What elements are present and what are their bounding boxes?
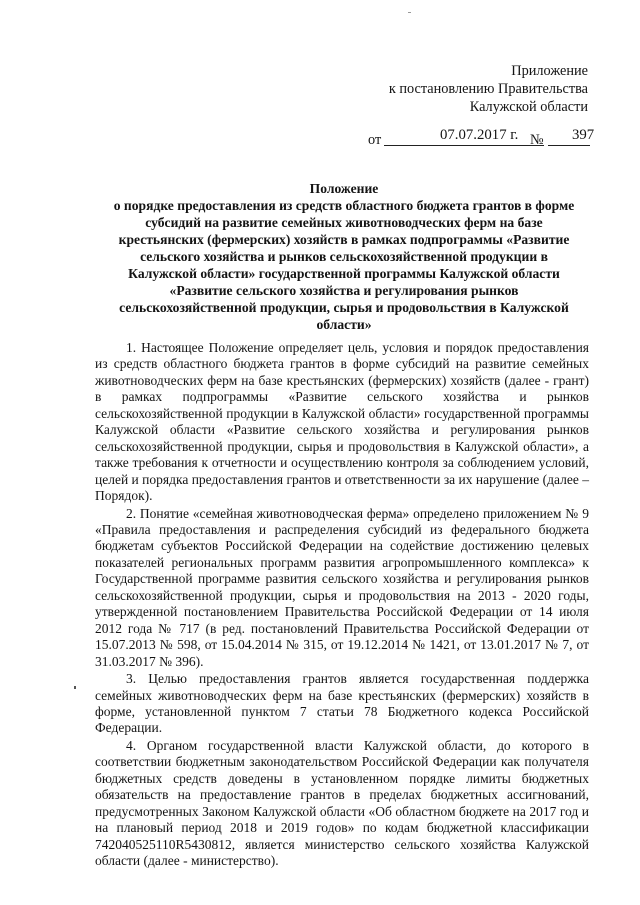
from-label: от (368, 132, 382, 148)
margin-mark (74, 686, 76, 689)
title-line: «Развитие сельского хозяйства и регулирования рынков (169, 283, 519, 298)
title-heading: Положение (309, 181, 379, 196)
title-line: крестьянских (фермерских) хозяйств в рамках подпрограммы «Развитие (118, 232, 570, 247)
resolution-number: 397 (572, 127, 595, 143)
scan-speck (408, 12, 411, 13)
title-line: о порядке предоставления из средств областного бюджета грантов в форме (113, 198, 575, 213)
title-line: сельскохозяйственной продукции, сырья и продовольствия в Калужской (119, 300, 569, 315)
title-line: субсидий на развитие семейных животноводческих ферм на базе (145, 215, 543, 230)
title-line: области» (316, 317, 372, 332)
appendix-line-1: Приложение (511, 63, 588, 79)
title-line: Калужской области» государственной программы Калужской области (128, 266, 560, 281)
appendix-line-3: Калужской области (469, 99, 588, 115)
title-line: сельского хозяйства и рынков сельскохозяйственной продукции в (140, 249, 548, 264)
paragraph-1: 1. Настоящее Положение определяет цель, условия и порядок предоставления из средств областного бюджета грантов в форме субсидий на развитие семейных животноводческих ферм на базе крестьянских (фермерских) хозяйств (далее - грант) в рамках подпрограммы «Развитие сельского хозяйства и рынков сельскохозяйственной продукции в Калужской области» государственной программы Калужской области «Развитие сельского хозяйства и регулирования рынков сельскохозяйственной продукции, сырья и продовольствия в Калужской области», а также требования к отчетности и осуществлению контроля за соблюдением условий, целей и порядка предоставления грантов и ответственности за их нарушение (далее – Порядок). (95, 340, 589, 504)
resolution-date: 07.07.2017 г. (440, 127, 519, 143)
date-underline (384, 145, 544, 146)
appendix-block (389, 62, 588, 116)
paragraph-2: 2. Понятие «семейная животноводческая ферма» определено приложением № 9 «Правила предоставления и распределения субсидий из федерального бюджета бюджетам субъектов Российской Федерации на содействие достижению целевых показателей региональных программ развития агропромышленного комплекса» к Государственной программе развития сельского хозяйства и регулирования рынков сельскохозяйственной продукции, сырья и продовольствия на 2013 - 2020 годы, утвержденной постановлением Правительства Российской Федерации от 14 июля 2012 года № 717 (в ред. постановлений Правительства Российской Федерации от 15.07.2013 № 598, от 15.04.2014 № 315, от 19.12.2014 № 1421, от 13.01.2017 № 7, от 31.03.2017 № 396). (95, 505, 589, 669)
number-label: № (530, 132, 544, 148)
paragraph-3: 3. Целью предоставления грантов является государственная поддержка семейных животноводческих ферм на базе крестьянских (фермерских) хозяйств в форме, установленной пунктом 7 статьи 78 Бюджетного кодекса Российской Федерации. (95, 671, 589, 736)
document-body (95, 340, 589, 870)
appendix-line-2: к постановлению Правительства (388, 81, 588, 97)
resolution-date-line (368, 127, 593, 149)
paragraph-4: 4. Органом государственной власти Калужской области, до которого в соответствии бюджетным законодательством Российской Федерации как получателя бюджетных средств доведены в установленном порядке лимиты бюджетных обязательств на предоставление грантов в пределах бюджетных ассигнований, предусмотренных Законом Калужской области «Об областном бюджете на 2017 год и на плановый период 2018 и 2019 годов» по кодам бюджетной классификации 742040525110R5430812, является министерство сельского хозяйства Калужской области (далее - министерство). (95, 737, 589, 869)
document-title (100, 180, 588, 333)
number-underline (548, 145, 590, 146)
